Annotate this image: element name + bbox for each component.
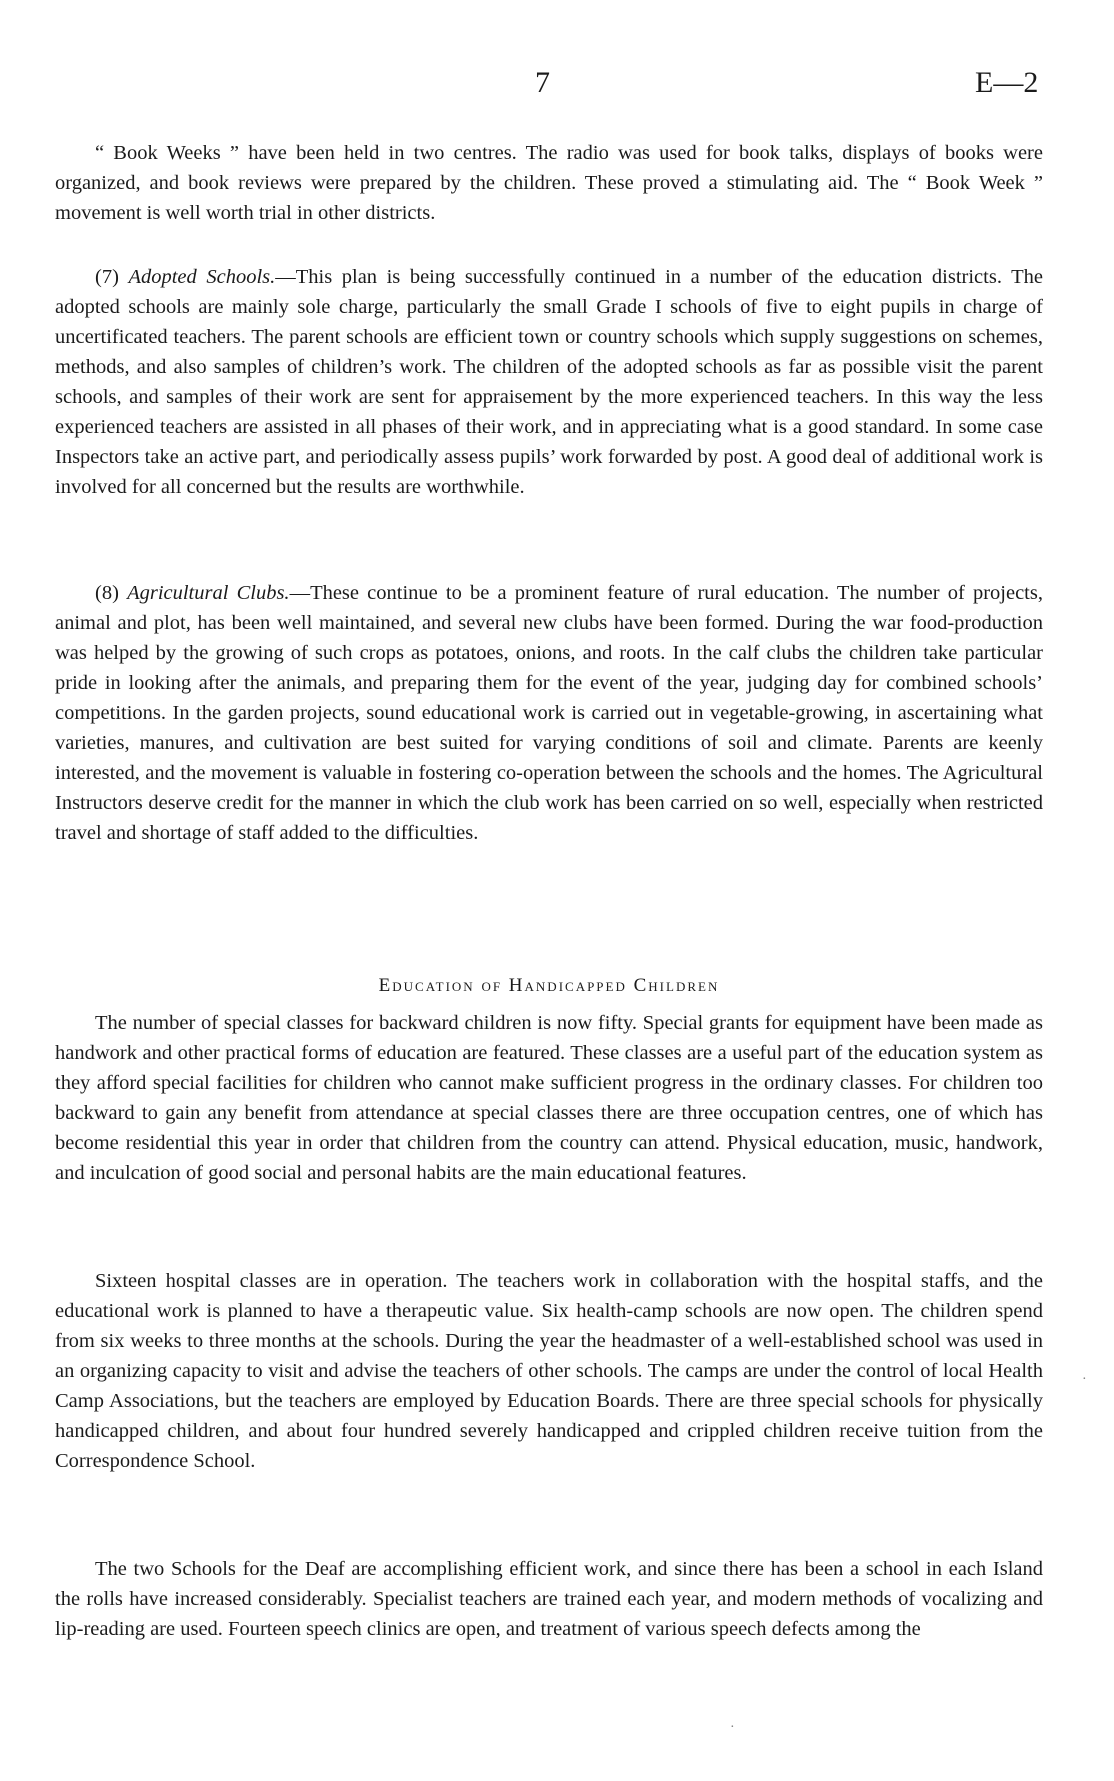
section-heading: Education of Handicapped Children [378,975,720,996]
adopted-schools-block [55,262,1043,502]
agricultural-clubs-heading: Agricultural Clubs. [127,582,290,604]
book-weeks-block [55,138,1043,228]
paragraph-book-weeks: “ Book Weeks ” have been held in two centres. The radio was used for book talks, displays of books were organized, and book reviews were prepared by the children. These proved a stimulating aid. The “ Book Week ” movement is well worth trial in other districts. [55,142,1043,224]
handicapped-block-2 [55,1266,1043,1476]
handicapped-block-1 [55,1008,1043,1188]
adopted-schools-body: —This plan is being successfully continued in a number of the education districts. The adopted schools are mainly sole charge, particularly the small Grade I schools of five to eight pupils in charge of uncertificated teachers. The parent schools are efficient town or country schools which supply suggestions on schemes, methods, and also samples of children’s work. The children of the adopted schools as far as possible visit the parent schools, and samples of their work are sent for appraisement by the more experienced teachers. In this way the less experienced teachers are assisted in all phases of their work, and in appreciating what is a good standard. In some case Inspectors take an active part, and periodically assess pupils’ work forwarded by post. A good deal of additional work is involved for all concerned but the results are worthwhile. [55,266,1044,498]
paragraph-adopted-schools [55,262,1043,502]
page-number: 7 [535,66,551,99]
paragraph-deaf-schools: The two Schools for the Deaf are accomplishing efficient work, and since there has been a school in each Island the rolls have increased considerably. Specialist teachers are trained each year, and modern methods of vocalizing and lip-reading are used. Fourteen speech clinics are open, and treatment of various speech defects among the [55,1558,1043,1640]
agricultural-clubs-body: —These continue to be a prominent feature of rural education. The number of projects, animal and plot, has been well maintained, and several new clubs have been formed. During the war food-production was helped by the growing of such crops as potatoes, onions, and roots. In the calf clubs the children take particular pride in looking after the animals, and preparing them for the event of the year, judging day for combined schools’ competitions. In the garden projects, sound educational work is carried out in vegetable-growing, in ascertaining what varieties, manures, and cultivation are best suited for varying conditions of soil and climate. Parents are keenly interested, and the movement is valuable in fostering co-operation between the schools and the homes. The Agricultural Instructors deserve credit for the manner in which the club work has been carried on so well, especially when restricted travel and shortage of staff added to the difficulties. [55,582,1043,844]
agricultural-clubs-number: (8) [95,582,119,604]
scan-speck: · [730,1720,735,1735]
paragraph-hospital-classes: Sixteen hospital classes are in operation. The teachers work in collaboration with the hospital staffs, and the educational work is planned to have a therapeutic value. Six health-camp schools are now open. The children spend from six weeks to three months at the schools. During the year the headmaster of a well-established school was used in an organizing capacity to visit and advise the teachers of other schools. The camps are under the control of local Health Camp Associations, but the teachers are employed by Education Boards. There are three special schools for physically handicapped children, and about four hundred severely handicapped and crippled children receive tuition from the Correspondence School. [55,1270,1043,1472]
agricultural-clubs-block [55,578,1043,848]
paragraph-agricultural-clubs [55,578,1043,848]
adopted-schools-number: (7) [95,266,119,288]
adopted-schools-heading: Adopted Schools. [128,266,276,288]
handicapped-block-3 [55,1554,1043,1644]
document-reference: E—2 [975,66,1039,99]
scan-speck: · [1082,1372,1087,1387]
paragraph-special-classes: The number of special classes for backward children is now fifty. Special grants for equipment have been made as handwork and other practical forms of education are featured. These classes are a useful part of the education system as they afford special facilities for children who cannot make sufficient progress in the ordinary classes. For children too backward to gain any benefit from attendance at special classes there are three occupation centres, one of which has become residential this year in order that children from the country can attend. Physical education, music, handwork, and inculcation of good social and personal habits are the main educational features. [55,1012,1043,1184]
